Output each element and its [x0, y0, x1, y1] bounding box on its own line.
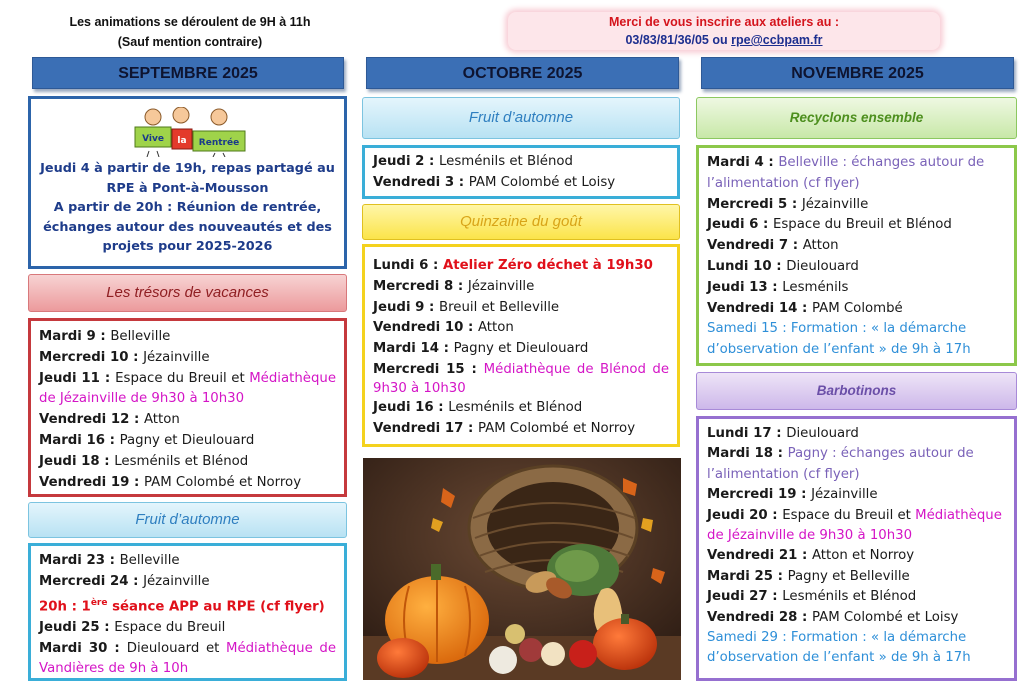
list-item: Mardi 18 : Pagny : échanges autour de l’alimentation (cf flyer): [707, 446, 974, 482]
october-list-2: [362, 244, 680, 447]
list-item: Mardi 25 : Pagny et Belleville: [707, 568, 910, 584]
list-item: Mercredi 24 : Jézainville: [39, 573, 210, 589]
list-item: Vendredi 19 : PAM Colombé et Norroy: [39, 474, 302, 490]
list-item: Mercredi 8 : Jézainville: [373, 278, 535, 294]
schedule-note-line1: Les animations se déroulent de 9H à 11h: [69, 15, 311, 29]
october-list-1: [362, 145, 680, 199]
list-item: Vendredi 10 : Atton: [373, 320, 514, 336]
list-item: Vendredi 14 : PAM Colombé: [707, 300, 903, 316]
list-item: Vendredi 12 : Atton: [39, 412, 180, 428]
contact-phone: 03/83/81/36/05: [625, 33, 709, 47]
list-item: Jeudi 20 : Espace du Breuil et Médiathèque de Jézainville de 9h30 à 10h30: [707, 507, 1002, 544]
contact-email-link[interactable]: rpe@ccbpam.fr: [731, 33, 823, 47]
september-list-1: [28, 318, 347, 497]
month-header-october: OCTOBRE 2025: [366, 57, 679, 89]
theme-fruit-dautomne-oct: Fruit d’automne: [362, 97, 680, 139]
list-item: Mardi 14 : Pagny et Dieulouard: [373, 341, 589, 357]
list-item: Vendredi 7 : Atton: [707, 238, 839, 254]
logo-word-rentree: Rentrée: [198, 138, 240, 148]
list-item: Vendredi 17 : PAM Colombé et Norroy: [373, 420, 636, 436]
list-item-formation-29: Samedi 29 : Formation : « la démarche d’observation de l’enfant » de 9h à 17h: [707, 630, 971, 666]
september-intro-box: [28, 96, 347, 269]
list-item: Vendredi 21 : Atton et Norroy: [707, 548, 915, 564]
list-item: Mercredi 10 : Jézainville: [39, 349, 210, 365]
list-item: Jeudi 13 : Lesménils: [707, 279, 849, 295]
schedule-note: [30, 12, 350, 52]
intro-line-2: RPE à Pont-à-Mousson: [106, 180, 269, 196]
month-header-november: NOVEMBRE 2025: [701, 57, 1014, 89]
logo-word-vive: Vive: [142, 134, 164, 144]
contact-line2: [508, 31, 940, 49]
november-list-2: [696, 416, 1017, 681]
vive-la-rentree-logo: [131, 107, 251, 157]
list-item: Mercredi 5 : Jézainville: [707, 196, 869, 212]
list-item: Jeudi 27 : Lesménils et Blénod: [707, 589, 917, 605]
list-item: Vendredi 3 : PAM Colombé et Loisy: [373, 174, 616, 190]
november-list-1: [696, 145, 1017, 366]
list-item: Mercredi 15 : Médiathèque de Blénod de 9h30 à 10h30: [373, 361, 670, 396]
month-header-september: SEPTEMBRE 2025: [32, 57, 344, 89]
intro-line-5: projets pour 2025-2026: [102, 239, 273, 254]
theme-barbotinons: Barbotinons: [696, 372, 1017, 410]
contact-line1: Merci de vous inscrire aux ateliers au :: [609, 15, 839, 29]
list-item: Jeudi 18 : Lesménils et Blénod: [39, 453, 249, 469]
list-item: Jeudi 11 : Espace du Breuil et Médiathèque de Jézainville de 9h30 à 10h30: [39, 370, 336, 407]
contact-or: ou: [712, 33, 728, 47]
theme-quinzaine-du-gout: Quinzaine du goût: [362, 204, 680, 240]
list-item: Mardi 16 : Pagny et Dieulouard: [39, 432, 255, 448]
list-item: Mardi 4 : Belleville : échanges autour de l’alimentation (cf flyer): [707, 155, 985, 191]
list-item-formation-15: Samedi 15 : Formation : « la démarche d’observation de l’enfant » de 9h à 17h: [707, 321, 971, 358]
theme-recyclons-ensemble: Recyclons ensemble: [696, 97, 1017, 139]
list-item: Mardi 23 : Belleville: [39, 553, 180, 568]
list-item: Lundi 17 : Dieulouard: [707, 426, 859, 441]
list-item: Vendredi 28 : PAM Colombé et Loisy: [707, 609, 959, 625]
list-item: Jeudi 9 : Breuil et Belleville: [373, 299, 560, 315]
schedule-note-line2: (Sauf mention contraire): [117, 35, 263, 49]
intro-line-4: échanges autour des nouveautés et des: [43, 219, 332, 235]
list-item: Mardi 9 : Belleville: [39, 329, 171, 344]
list-item-app-seance: 20h : 1ère séance APP au RPE (cf flyer): [39, 597, 325, 615]
list-item: Lundi 6 : Atelier Zéro déchet à 19h30: [373, 258, 653, 273]
logo-word-la: la: [177, 136, 187, 146]
september-list-2: [28, 543, 347, 681]
list-item: Mercredi 19 : Jézainville: [707, 487, 878, 503]
intro-line-3: A partir de 20h : Réunion de rentrée,: [53, 200, 322, 215]
list-item: Jeudi 2 : Lesménils et Blénod: [373, 154, 573, 169]
theme-tresors-de-vacances: Les trésors de vacances: [28, 274, 347, 312]
list-item: Lundi 10 : Dieulouard: [707, 258, 859, 274]
list-item: Mardi 30 : Dieulouard et Médiathèque de Vandières de 9h à 10h: [39, 640, 337, 677]
intro-line-1: Jeudi 4 à partir de 19h, repas partagé au: [40, 161, 335, 176]
list-item: Jeudi 16 : Lesménils et Blénod: [373, 399, 583, 415]
theme-fruit-dautomne-sept: Fruit d’automne: [28, 502, 347, 538]
list-item: Jeudi 6 : Espace du Breuil et Blénod: [707, 217, 952, 233]
autumn-harvest-image: [363, 458, 681, 680]
contact-banner: [508, 12, 940, 50]
list-item: Jeudi 25 : Espace du Breuil: [39, 619, 226, 635]
